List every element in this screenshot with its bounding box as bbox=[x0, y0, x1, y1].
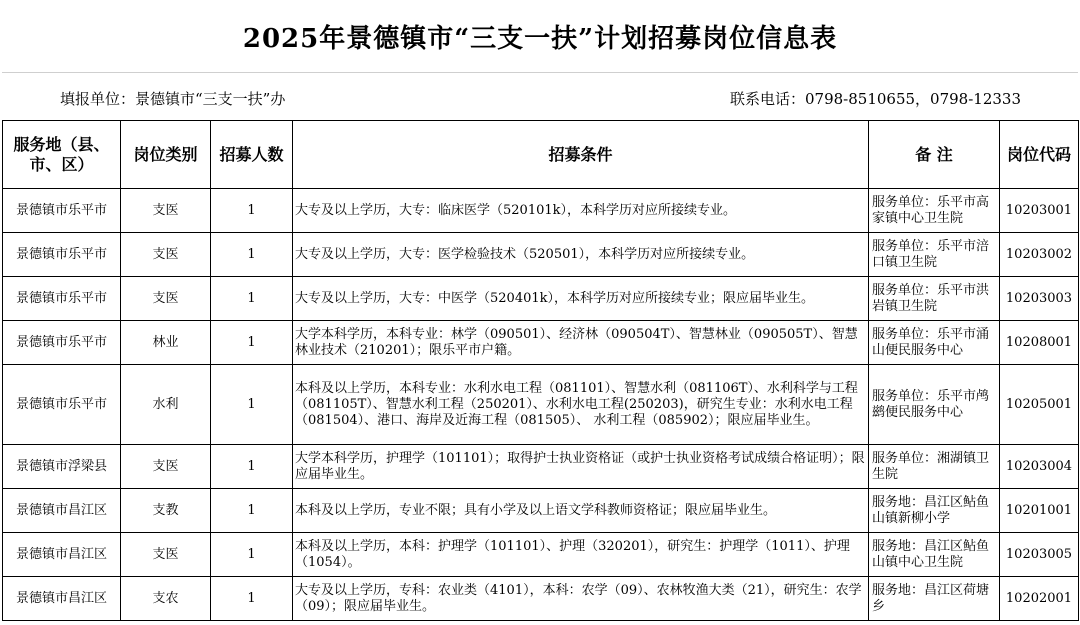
cell-code: 10205001 bbox=[1000, 365, 1079, 445]
cell-count: 1 bbox=[211, 533, 293, 577]
cell-location: 景德镇市乐平市 bbox=[3, 277, 121, 321]
header-requirements: 招募条件 bbox=[293, 121, 869, 189]
table-row bbox=[3, 189, 1079, 233]
cell-requirements: 大学本科学历，护理学（101101）；取得护士执业资格证（或护士执业资格考试成绩合格证明）；限应届毕业生。 bbox=[293, 445, 869, 489]
table-row bbox=[3, 233, 1079, 277]
table-row bbox=[3, 533, 1079, 577]
cell-count: 1 bbox=[211, 189, 293, 233]
cell-requirements: 本科及以上学历，本科专业：水利水电工程（081101）、智慧水利（081106T）、水利科学与工程（081105T）、智慧水利工程（250201）、水利水电工程(250203)，研究生专业：水利水电工程（081504）、港口、海岸及近海工程（081505）、 水利工程（085902）；限应届毕业生。 bbox=[293, 365, 869, 445]
cell-location: 景德镇市乐平市 bbox=[3, 365, 121, 445]
cell-code: 10202001 bbox=[1000, 577, 1079, 621]
cell-remarks: 服务地：昌江区荷塘乡 bbox=[869, 577, 1000, 621]
positions-table bbox=[2, 120, 1079, 621]
cell-remarks: 服务单位：乐平市涌山便民服务中心 bbox=[869, 321, 1000, 365]
cell-code: 10203004 bbox=[1000, 445, 1079, 489]
cell-category: 支医 bbox=[121, 445, 211, 489]
cell-count: 1 bbox=[211, 445, 293, 489]
table-row bbox=[3, 445, 1079, 489]
cell-location: 景德镇市乐平市 bbox=[3, 189, 121, 233]
cell-remarks: 服务单位：乐平市洪岩镇卫生院 bbox=[869, 277, 1000, 321]
cell-category: 支医 bbox=[121, 189, 211, 233]
cell-requirements: 大专及以上学历，大专：临床医学（520101k），本科学历对应所接续专业。 bbox=[293, 189, 869, 233]
cell-category: 水利 bbox=[121, 365, 211, 445]
cell-code: 10203005 bbox=[1000, 533, 1079, 577]
cell-requirements: 大专及以上学历，大专：医学检验技术（520501），本科学历对应所接续专业。 bbox=[293, 233, 869, 277]
table-row bbox=[3, 489, 1079, 533]
cell-remarks: 服务单位：乐平市鸬鹚便民服务中心 bbox=[869, 365, 1000, 445]
page-title: 2025年景德镇市“三支一扶”计划招募岗位信息表 bbox=[242, 24, 838, 54]
cell-category: 支医 bbox=[121, 277, 211, 321]
cell-count: 1 bbox=[211, 365, 293, 445]
cell-category: 支医 bbox=[121, 533, 211, 577]
cell-count: 1 bbox=[211, 489, 293, 533]
header-location: 服务地（县、市、区） bbox=[3, 121, 121, 189]
header-remarks: 备 注 bbox=[869, 121, 1000, 189]
cell-remarks: 服务地：昌江区鲇鱼山镇新柳小学 bbox=[869, 489, 1000, 533]
header-count: 招募人数 bbox=[211, 121, 293, 189]
header-category: 岗位类别 bbox=[121, 121, 211, 189]
cell-code: 10203001 bbox=[1000, 189, 1079, 233]
header-code: 岗位代码 bbox=[1000, 121, 1079, 189]
cell-requirements: 本科及以上学历，专业不限；具有小学及以上语文学科教师资格证；限应届毕业生。 bbox=[293, 489, 869, 533]
table-row bbox=[3, 321, 1079, 365]
cell-remarks: 服务单位：乐平市涪口镇卫生院 bbox=[869, 233, 1000, 277]
title-divider bbox=[2, 72, 1078, 73]
cell-requirements: 大专及以上学历，大专：中医学（520401k），本科学历对应所接续专业；限应届毕业生。 bbox=[293, 277, 869, 321]
cell-count: 1 bbox=[211, 277, 293, 321]
cell-location: 景德镇市乐平市 bbox=[3, 233, 121, 277]
cell-location: 景德镇市昌江区 bbox=[3, 533, 121, 577]
reporting-unit: 填报单位：景德镇市“三支一扶”办 bbox=[60, 90, 286, 108]
cell-count: 1 bbox=[211, 321, 293, 365]
cell-category: 支教 bbox=[121, 489, 211, 533]
contact-phone: 联系电话：0798-8510655，0798-12333 bbox=[730, 90, 1022, 108]
cell-remarks: 服务单位：乐平市高家镇中心卫生院 bbox=[869, 189, 1000, 233]
cell-code: 10203003 bbox=[1000, 277, 1079, 321]
table-row bbox=[3, 277, 1079, 321]
cell-location: 景德镇市乐平市 bbox=[3, 321, 121, 365]
cell-location: 景德镇市昌江区 bbox=[3, 577, 121, 621]
cell-code: 10203002 bbox=[1000, 233, 1079, 277]
cell-location: 景德镇市昌江区 bbox=[3, 489, 121, 533]
cell-code: 10208001 bbox=[1000, 321, 1079, 365]
cell-count: 1 bbox=[211, 233, 293, 277]
cell-count: 1 bbox=[211, 577, 293, 621]
cell-location: 景德镇市浮梁县 bbox=[3, 445, 121, 489]
cell-remarks: 服务地：昌江区鲇鱼山镇中心卫生院 bbox=[869, 533, 1000, 577]
cell-code: 10201001 bbox=[1000, 489, 1079, 533]
cell-requirements: 本科及以上学历，本科：护理学（101101）、护理（320201），研究生：护理学（1011）、护理（1054）。 bbox=[293, 533, 869, 577]
cell-requirements: 大专及以上学历，专科：农业类（4101），本科：农学（09）、农林牧渔大类（21），研究生：农学（09）；限应届毕业生。 bbox=[293, 577, 869, 621]
cell-category: 支农 bbox=[121, 577, 211, 621]
cell-category: 支医 bbox=[121, 233, 211, 277]
table-row bbox=[3, 365, 1079, 445]
cell-requirements: 大学本科学历，本科专业：林学（090501）、经济林（090504T）、智慧林业（090505T）、智慧林业技术（210201）；限乐平市户籍。 bbox=[293, 321, 869, 365]
table-header-row bbox=[3, 121, 1079, 189]
table-row bbox=[3, 577, 1079, 621]
cell-remarks: 服务单位：湘湖镇卫生院 bbox=[869, 445, 1000, 489]
cell-category: 林业 bbox=[121, 321, 211, 365]
